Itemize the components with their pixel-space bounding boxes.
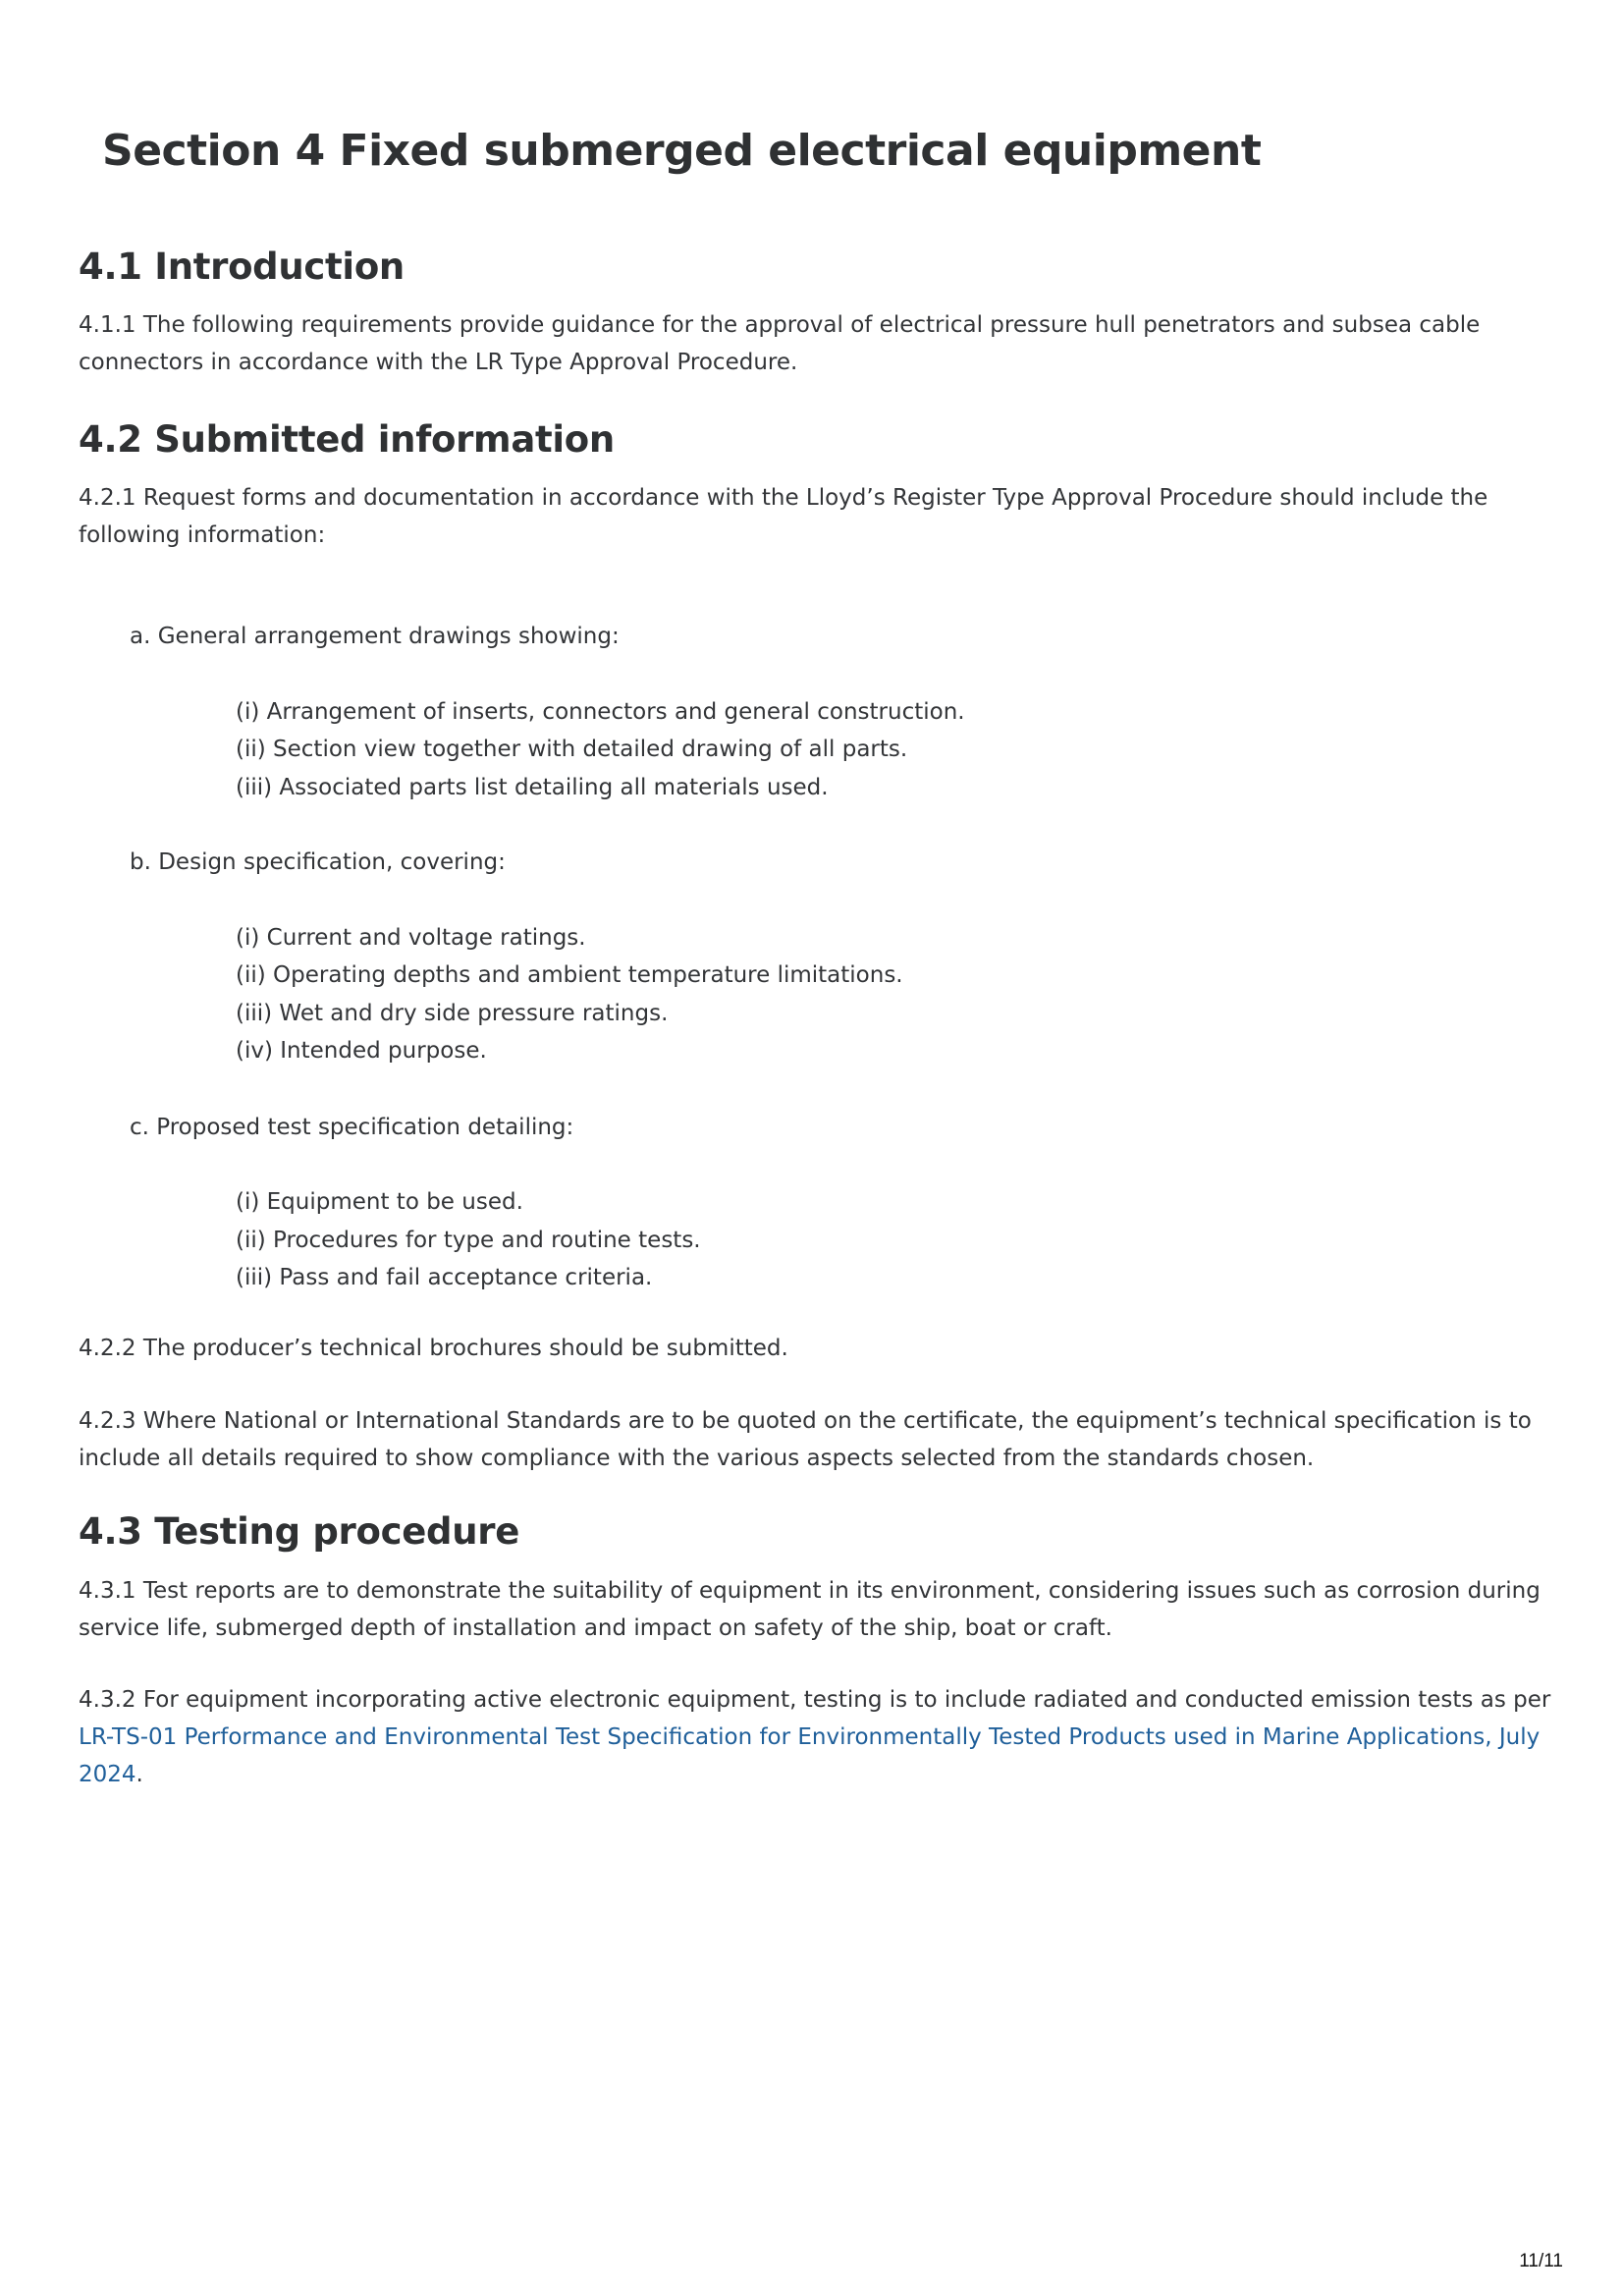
heading-4-3: 4.3 Testing procedure: [79, 1510, 519, 1553]
list-subitem: (ii) Procedures for type and routine tests.: [236, 1228, 701, 1253]
list-item-a: a. General arrangement drawings showing:: [130, 624, 620, 649]
page-title: Section 4 Fixed submerged electrical equipment: [102, 126, 1262, 176]
list-subitem: (ii) Operating depths and ambient temperature limitations.: [236, 962, 903, 988]
paragraph-4-3-2: [79, 1681, 1561, 1793]
list-subitem: (i) Equipment to be used.: [236, 1189, 523, 1215]
paragraph-4-3-2-end: .: [135, 1762, 143, 1787]
page-number: 11/11: [1519, 2251, 1563, 2271]
paragraph-4-1-1: 4.1.1 The following requirements provide guidance for the approval of electrical pressure hull penetrators and subsea cable connectors in accordance with the LR Type Approval Procedure.: [79, 312, 1481, 375]
heading-4-1: 4.1 Introduction: [79, 246, 405, 288]
heading-4-2: 4.2 Submitted information: [79, 418, 615, 461]
list-subitem: (iv) Intended purpose.: [236, 1038, 487, 1064]
paragraph-4-3-2-text: 4.3.2 For equipment incorporating active electronic equipment, testing is to include radiated and conducted emission tests as per: [79, 1687, 1551, 1713]
paragraph-4-2-1: 4.2.1 Request forms and documentation in accordance with the Lloyd’s Register Type Approval Procedure should include the following information:: [79, 485, 1488, 548]
paragraph-4-2-2: 4.2.2 The producer’s technical brochures should be submitted.: [79, 1336, 788, 1361]
list-subitem: (i) Current and voltage ratings.: [236, 925, 586, 951]
list-subitem: (i) Arrangement of inserts, connectors and general construction.: [236, 699, 965, 725]
list-subitem: (ii) Section view together with detailed drawing of all parts.: [236, 737, 908, 762]
paragraph-4-2-3: 4.2.3 Where National or International Standards are to be quoted on the certificate, the equipment’s technical specification is to include all details required to show compliance with the various aspects selected from the standards chosen.: [79, 1408, 1532, 1471]
paragraph-4-3-1: 4.3.1 Test reports are to demonstrate the suitability of equipment in its environment, considering issues such as corrosion during service life, submerged depth of installation and impact on safety of the ship, boat or craft.: [79, 1578, 1541, 1641]
list-item-c: c. Proposed test specification detailing:: [130, 1115, 574, 1140]
list-subitem: (iii) Associated parts list detailing all materials used.: [236, 775, 829, 800]
list-item-b: b. Design specification, covering:: [130, 849, 506, 875]
list-subitem: (iii) Wet and dry side pressure ratings.: [236, 1001, 669, 1026]
list-subitem: (iii) Pass and fail acceptance criteria.: [236, 1265, 653, 1290]
lr-ts-01-link[interactable]: LR-TS-01 Performance and Environmental Test Specification for Environmentally Tested Products used in Marine Applications, July 2024: [79, 1724, 1541, 1787]
